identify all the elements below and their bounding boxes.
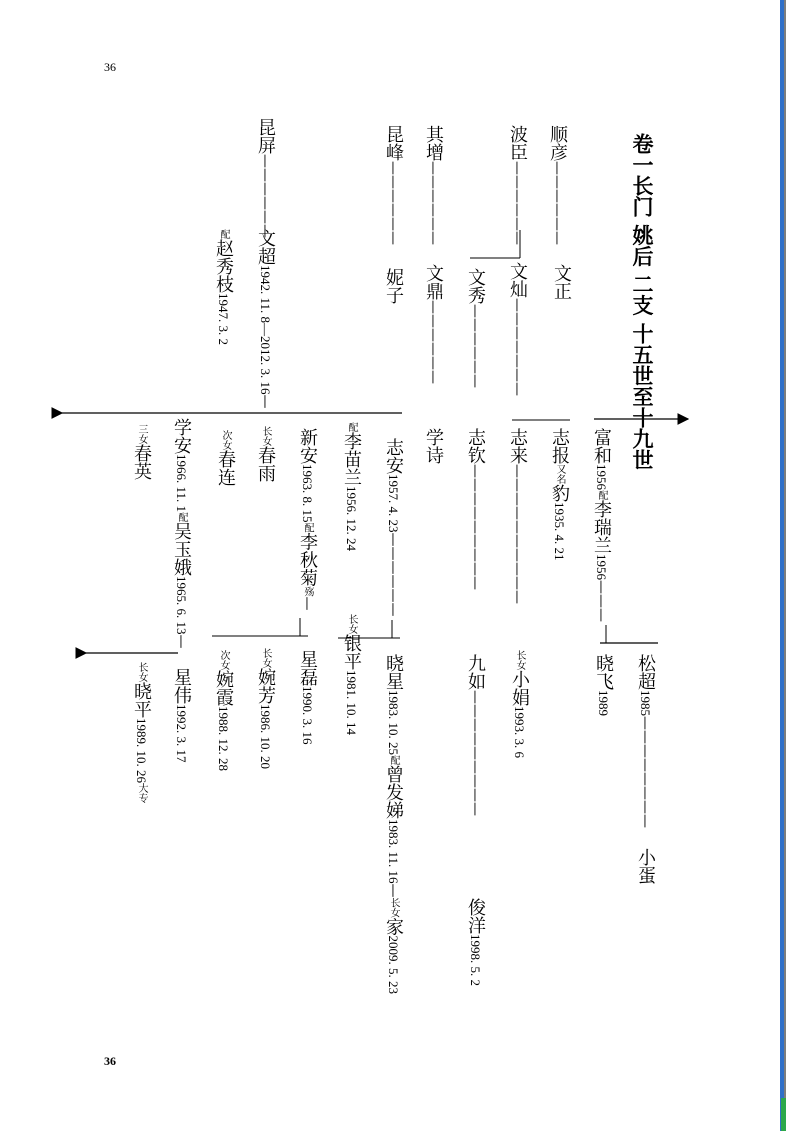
page-number-bottom: 36 xyxy=(104,1054,116,1068)
person-xinan: 新安1963. 8. 15配李秋菊殇— xyxy=(297,428,318,611)
person-xueshi: 学诗 xyxy=(423,428,444,464)
person-xuean: 学安1966. 11. 1配吴玉娥1965. 6. 13— xyxy=(171,418,192,649)
person-nizi: 妮子 xyxy=(383,268,404,304)
person-zhao-xiuzhi: 配赵秀枝1947. 3. 2 xyxy=(213,229,234,345)
person-jiuru: 九如————————— xyxy=(465,654,486,816)
person-qizeng: 其增—————— xyxy=(423,125,444,245)
person-wenchao: 文超1942. 11. 8—2012. 3. 16— xyxy=(255,229,276,409)
person-kunfeng: 昆峰—————— xyxy=(383,125,404,245)
person-songchao: 松超1985———————— xyxy=(635,654,656,828)
person-zhian: 志安1957. 4. 23—————— xyxy=(383,438,404,617)
person-fuhe: 富和1956配李瑞兰1956——— xyxy=(591,428,612,622)
person-xiaofei: 晓飞1989 xyxy=(593,654,614,716)
person-wending: 文鼎—————— xyxy=(423,264,444,384)
person-wenzheng: 文正 xyxy=(551,264,572,300)
person-chunlian: 次女春连 xyxy=(215,430,236,486)
page-title: 卷一长门 姚后 二支 十五世至十九世 xyxy=(630,133,655,470)
person-chunyu: 长女春雨 xyxy=(255,426,276,482)
person-wencan: 文灿——————— xyxy=(507,262,528,396)
window-edge-green xyxy=(781,1098,786,1131)
person-junyang: 俊洋1998. 5. 2 xyxy=(465,898,486,986)
person-bochen: 波臣—————— xyxy=(507,125,528,245)
person-wanxia: 次女婉霞1988. 12. 28 xyxy=(213,650,234,771)
person-zhilai: 志来—————————— xyxy=(507,428,528,604)
person-yinping: 长女银平1981. 10. 14 xyxy=(341,614,362,735)
person-kunping: 昆屏—————— xyxy=(255,118,276,238)
person-wenxiu: 文秀—————— xyxy=(465,268,486,388)
person-chunying: 三女春英 xyxy=(131,424,152,480)
person-zhibao: 志报又名豹1935. 4. 21 xyxy=(549,428,570,561)
person-zhiqin: 志钦————————— xyxy=(465,428,486,590)
person-xiaodan: 小蛋 xyxy=(635,848,656,884)
person-xinglei: 星磊1990. 3. 16 xyxy=(297,650,318,745)
person-xiaojuan: 长女小娟1993. 3. 6 xyxy=(509,650,530,758)
person-shunyan: 顺彦—————— xyxy=(547,125,568,245)
person-wanfang: 长女婉芳1986. 10. 20 xyxy=(255,648,276,769)
page-number-top: 36 xyxy=(104,60,116,74)
person-xingwei: 星伟1992. 3. 17 xyxy=(171,668,192,763)
person-xiaoping: 长女晓平1989. 10. 26大专 xyxy=(131,662,152,803)
person-xiaoxing: 晓星1983. 10. 25配曾发娣1983. 11. 16—长女家2009. 5. 23 xyxy=(383,654,404,995)
person-li-miaolan: 配李苗兰1956. 12. 24 xyxy=(341,422,362,551)
